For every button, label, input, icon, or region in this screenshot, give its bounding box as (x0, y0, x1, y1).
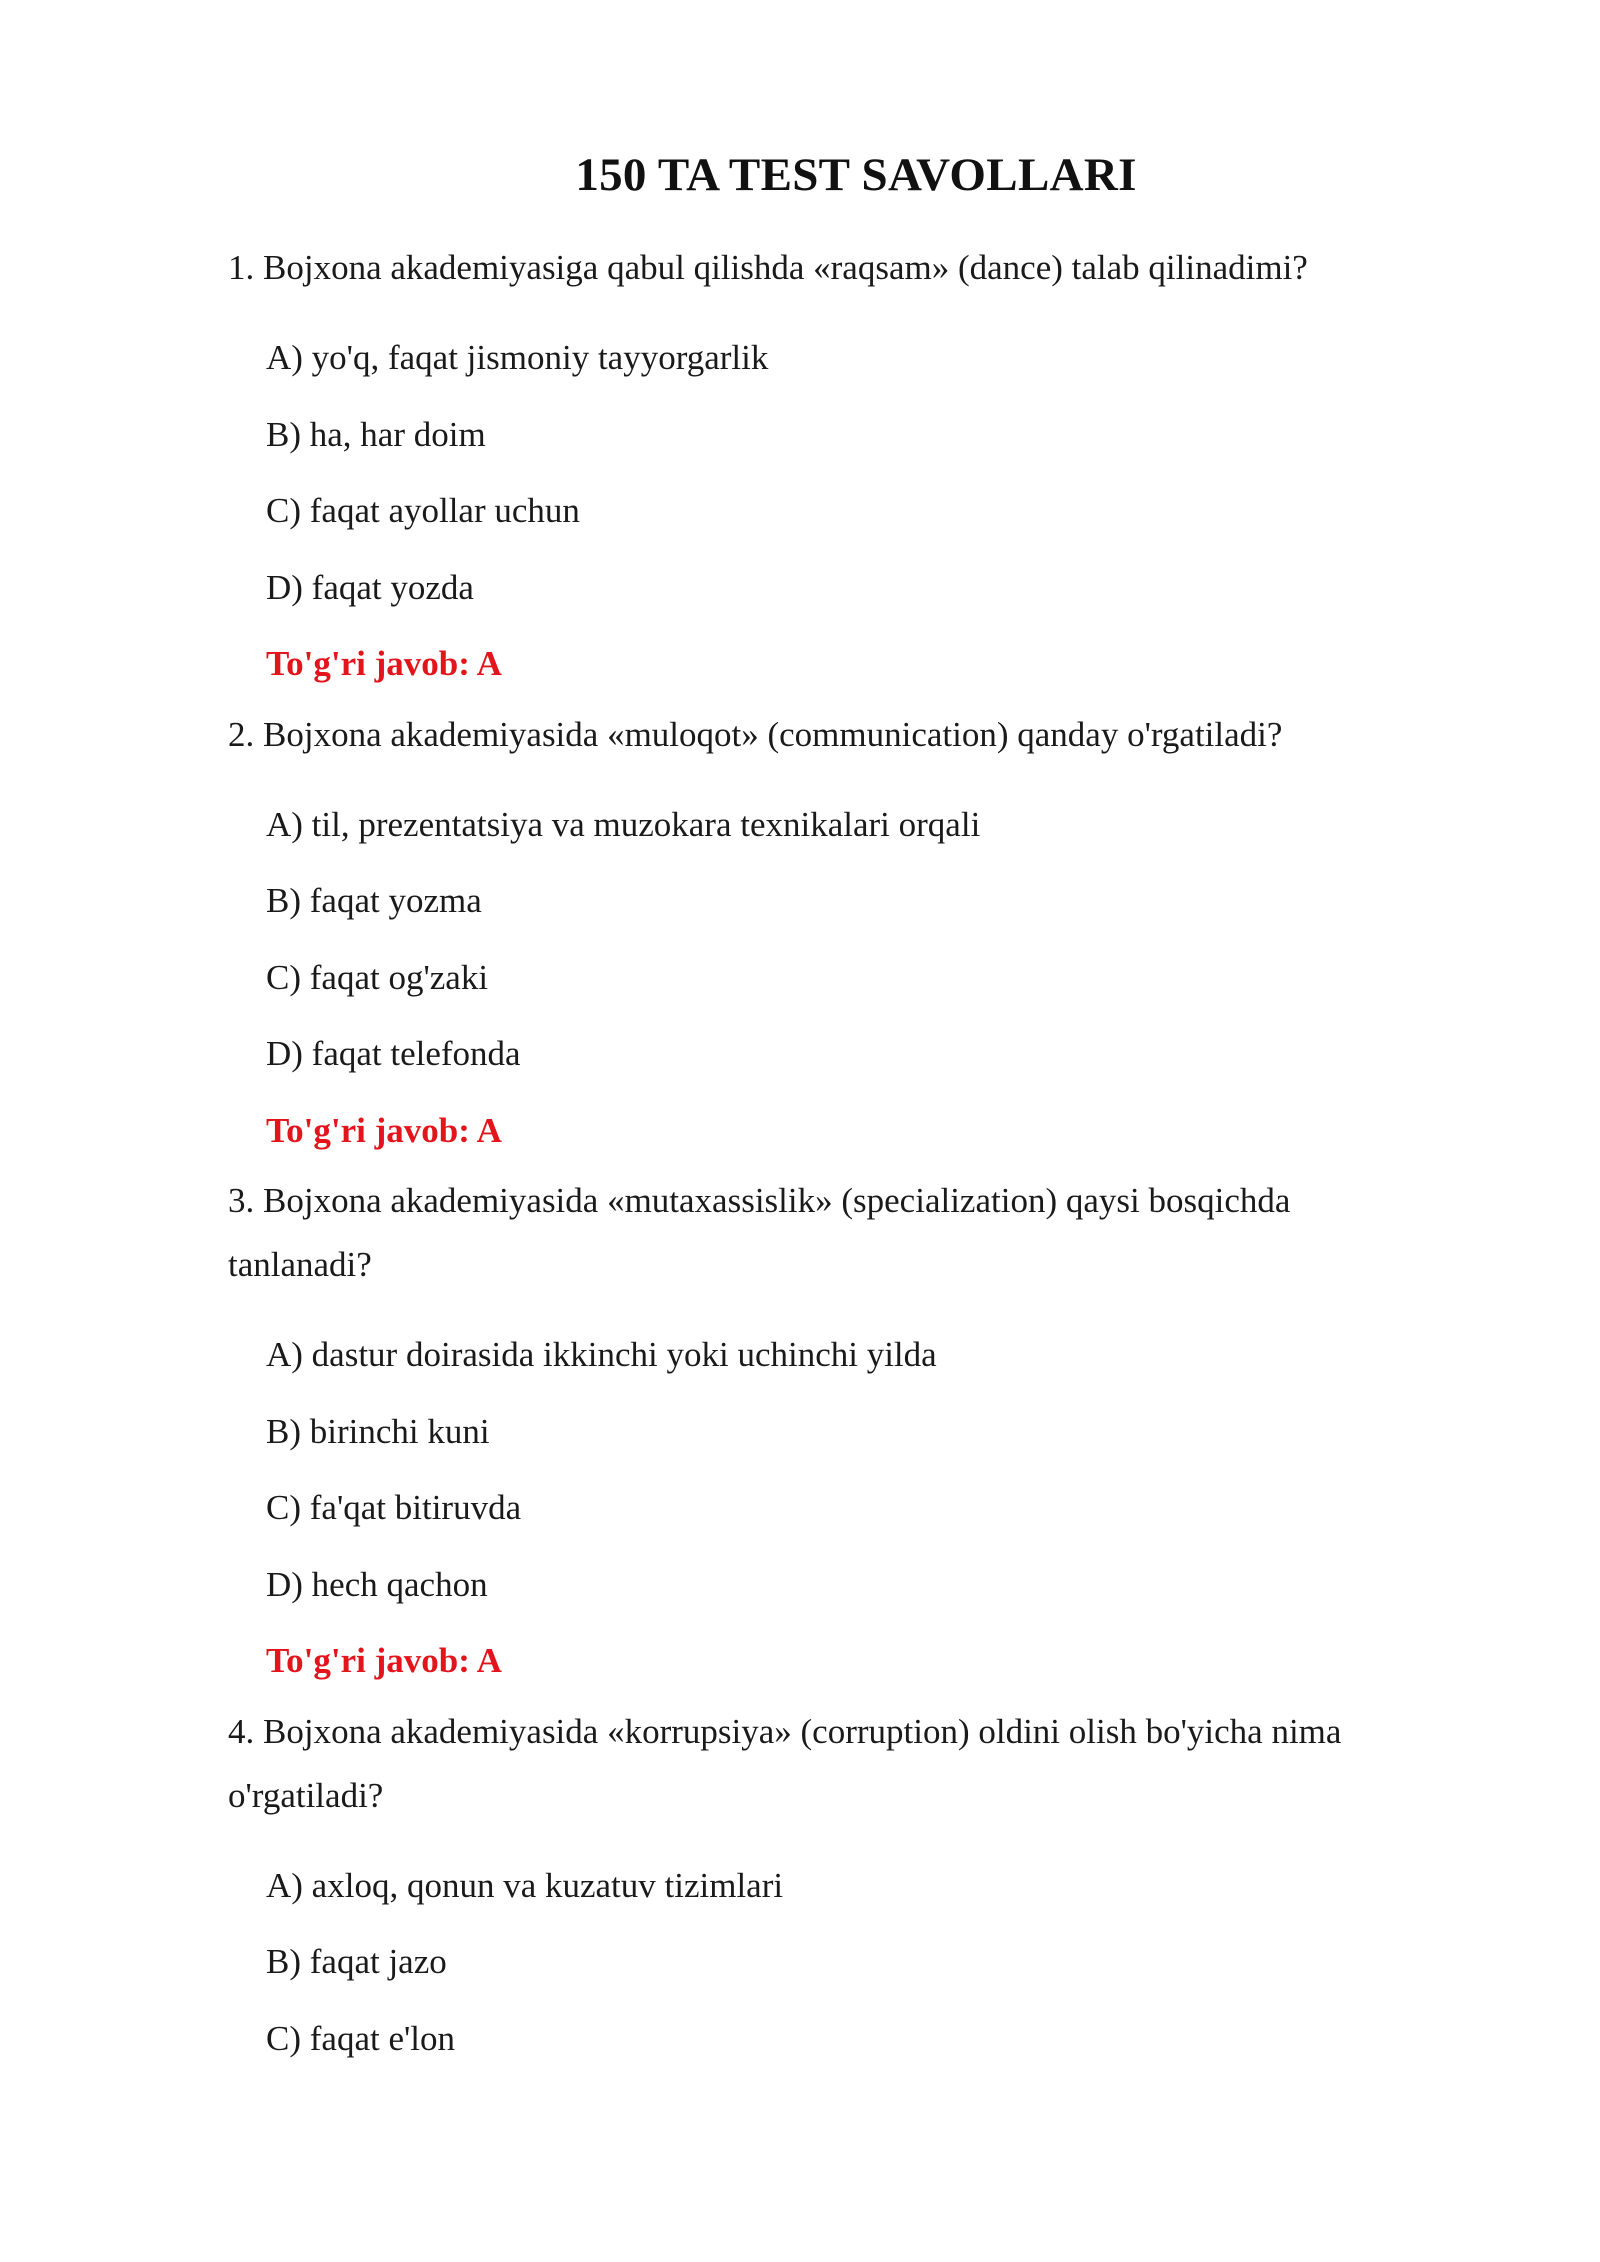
correct-answer: To'g'ri javob: A (266, 1110, 502, 1150)
option-a: A) dastur doirasida ikkinchi yoki uchinchi yilda (266, 1335, 937, 1374)
question-text: 3. Bojxona akademiyasida «mutaxassislik» (specialization) qaysi bosqichda tanlanadi? (228, 1181, 1291, 1284)
option-d: D) faqat telefonda (266, 1034, 521, 1073)
options-list (228, 320, 1428, 703)
question-text: 2. Bojxona akademiyasida «muloqot» (communication) qanday o'rgatiladi? (228, 714, 1283, 754)
option-d: D) faqat yozda (266, 567, 474, 607)
option-d: D) hech qachon (266, 1564, 488, 1604)
option-c: C) faqat ayollar uchun (266, 491, 580, 530)
option-a: A) yo'q, faqat jismoniy tayyorgarlik (266, 338, 769, 377)
option-a: A) axloq, qonun va kuzatuv tizimlari (266, 1865, 784, 1905)
correct-answer: To'g'ri javob: A (266, 644, 502, 683)
option-b: B) ha, har doim (266, 414, 486, 454)
option-b: B) birinchi kuni (266, 1411, 490, 1451)
options-list (228, 787, 1428, 1170)
option-c: C) faqat e'lon (266, 2018, 456, 2058)
options-list (228, 1317, 1428, 1700)
options-list (228, 1848, 1428, 2078)
option-b: B) faqat yozma (266, 881, 482, 920)
page-title: 150 TA TEST SAVOLLARI (575, 149, 1137, 201)
option-b: B) faqat jazo (266, 1942, 447, 1981)
option-a: A) til, prezentatsiya va muzokara texnikalari orqali (266, 804, 981, 844)
correct-answer: To'g'ri javob: A (266, 1641, 502, 1680)
question-text: 1. Bojxona akademiyasiga qabul qilishda «raqsam» (dance) talab qilinadimi? (228, 248, 1308, 287)
question-block (228, 1700, 1428, 2078)
question-block (228, 236, 1428, 703)
question-text: 4. Bojxona akademiyasida «korrupsiya» (corruption) oldini olish bo'yicha nima o'rgatiladi? (228, 1711, 1342, 1815)
question-block (228, 1169, 1428, 1700)
option-c: C) fa'qat bitiruvda (266, 1488, 522, 1527)
questions-list (228, 236, 1428, 2077)
question-block (228, 703, 1428, 1170)
option-c: C) faqat og'zaki (266, 957, 489, 997)
